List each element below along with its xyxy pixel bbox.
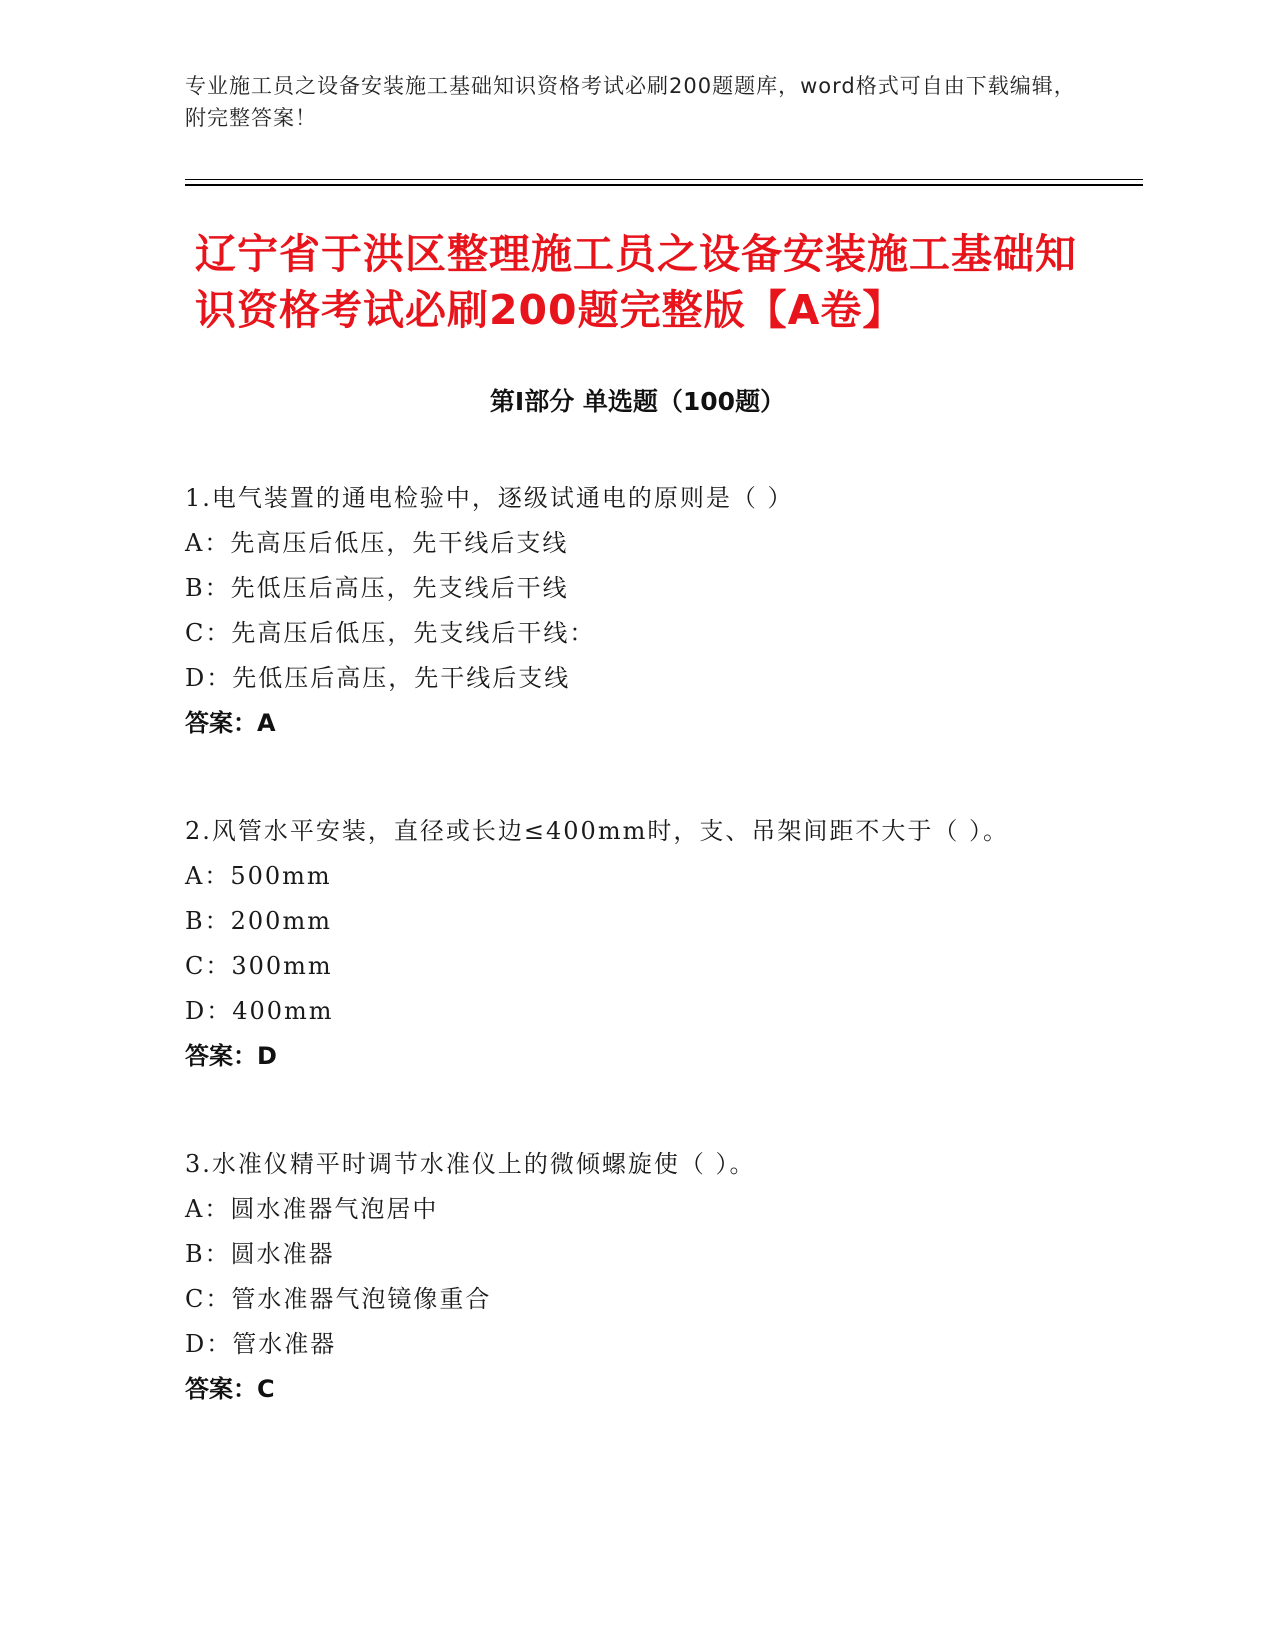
option-a: A：圆水准器气泡居中 (185, 1195, 439, 1223)
question-stem: 2.风管水平安装，直径或长边≤400mm时，支、吊架间距不大于（ ）。 (185, 817, 1009, 845)
document-title: 辽宁省于洪区整理施工员之设备安装施工基础知识资格考试必刷200题完整版【A卷】 (195, 230, 1077, 334)
answer: 答案：C (185, 1375, 275, 1403)
header-rule-thin (185, 179, 1143, 180)
option-b: B：先低压后高压，先支线后干线 (185, 574, 569, 602)
header-rule-thick (185, 184, 1143, 186)
option-c: C：管水准器气泡镜像重合 (185, 1285, 492, 1313)
option-d: D：管水准器 (185, 1330, 337, 1358)
spacer (185, 746, 1085, 809)
option-d: D：先低压后高压，先干线后支线 (185, 664, 571, 692)
question-stem: 1.电气装置的通电检验中，逐级试通电的原则是（ ） (185, 484, 794, 512)
header-note: 专业施工员之设备安装施工基础知识资格考试必刷200题题库，word格式可自由下载编辑，附完整答案！ (185, 74, 1076, 130)
option-a: A：500mm (185, 862, 332, 890)
question-1 (185, 476, 1085, 746)
option-c: C：300mm (185, 952, 333, 980)
option-c: C：先高压后低压，先支线后干线： (185, 619, 596, 647)
question-stem: 3.水准仪精平时调节水准仪上的微倾螺旋使（ ）。 (185, 1150, 756, 1178)
answer: 答案：A (185, 709, 276, 737)
option-d: D：400mm (185, 997, 334, 1025)
option-a: A：先高压后低压，先干线后支线 (185, 529, 569, 557)
option-b: B：圆水准器 (185, 1240, 335, 1268)
question-2 (185, 809, 1085, 1079)
spacer (185, 1079, 1085, 1142)
question-3 (185, 1142, 1085, 1412)
section-title: 第Ⅰ部分 单选题（100题） (489, 387, 786, 416)
answer: 答案：D (185, 1042, 277, 1070)
option-b: B：200mm (185, 907, 332, 935)
question-list (185, 476, 1085, 1412)
